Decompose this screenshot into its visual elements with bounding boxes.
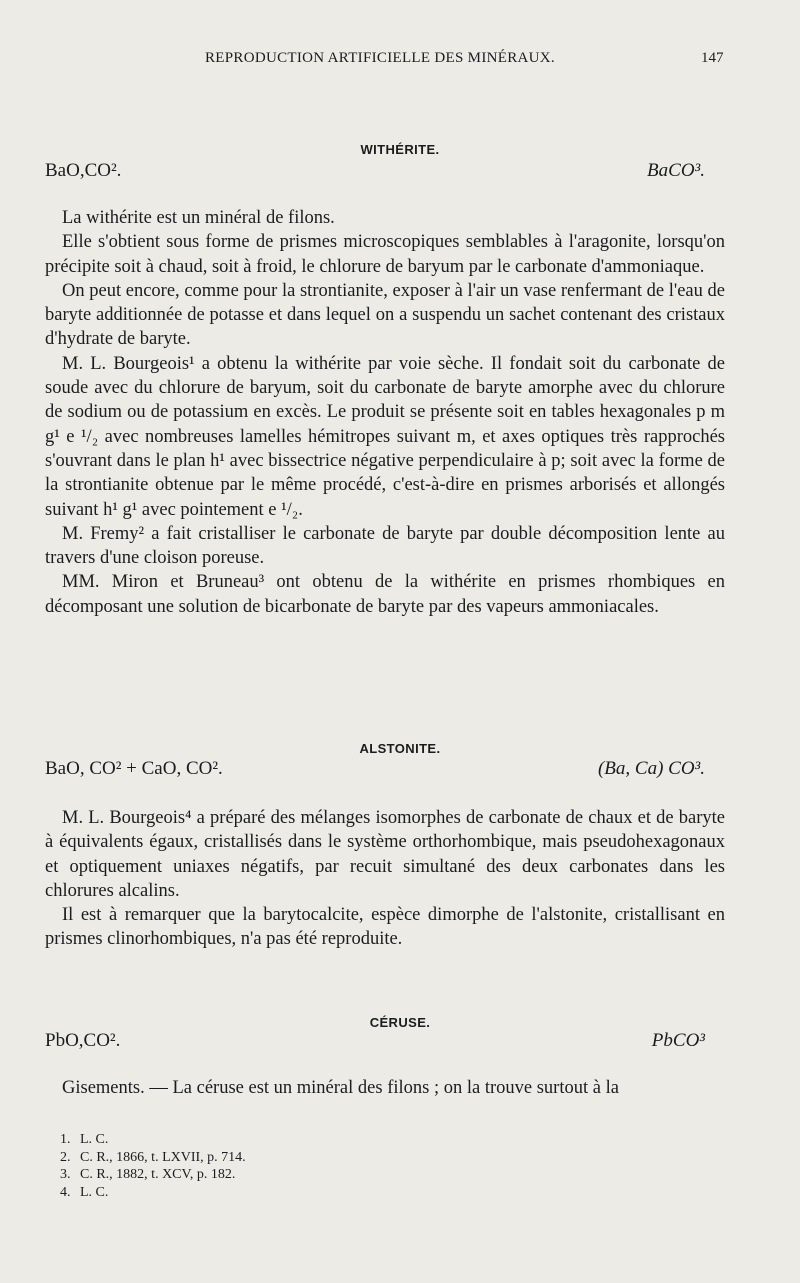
paragraph: Elle s'obtient sous forme de prismes microscopiques semblables à l'aragonite, lorsqu'on précipite soit à chaud, soit à froid, le chlorure de baryum par le carbonate d'ammoniaque. — [45, 232, 725, 277]
footnote-text: L. C. — [80, 1132, 109, 1147]
footnote-number: 3. — [60, 1167, 71, 1182]
formula-left-ceruse: PbO,CO². — [45, 1030, 121, 1051]
formula-right-witherite: BaCO³. — [647, 160, 705, 181]
footnote-text: C. R., 1866, t. LXVII, p. 714. — [80, 1149, 246, 1165]
formula-right-ceruse: PbCO³ — [651, 1030, 705, 1051]
section-body-alstonite — [45, 806, 725, 952]
footnote-number: 1. — [60, 1132, 71, 1147]
footnote-text: L. C. — [80, 1184, 109, 1200]
footnote-number: 4. — [60, 1184, 71, 1200]
formula-left-witherite: BaO,CO². — [45, 160, 122, 181]
paragraph: M. Fremy² a fait cristalliser le carbonate de baryte par double décomposition lente au travers d'une cloison poreuse. — [45, 523, 725, 569]
footnote-text: C. R., 1882, t. XCV, p. 182. — [80, 1167, 236, 1182]
section-title-ceruse: CÉRUSE. — [369, 1015, 431, 1030]
footnote — [60, 1166, 246, 1184]
section-body-witherite — [45, 206, 725, 619]
footnote — [60, 1131, 246, 1149]
formula-right-alstonite: (Ba, Ca) CO³. — [597, 758, 705, 779]
paragraph: M. L. Bourgeois⁴ a préparé des mélanges isomorphes de carbonate de chaux et de baryte à équivalents égaux, cristallisés dans le système orthorhombique, mais pseudohexagonaux et optiquement uniaxes négatifs, par recuit simultané des deux carbonates dans les chlorures alcalins. — [45, 808, 725, 901]
footnote — [60, 1184, 246, 1202]
footnotes — [60, 1131, 246, 1201]
running-title: REPRODUCTION ARTIFICIELLE DES MINÉRAUX. — [205, 50, 555, 66]
paragraph: Il est à remarquer que la barytocalcite, espèce dimorphe de l'alstonite, cristallisant en prismes clinorhombiques, n'a pas été reproduite. — [45, 905, 725, 950]
footnote — [60, 1149, 246, 1167]
paragraph: Gisements. — La céruse est un minéral des filons ; on la trouve surtout à la — [62, 1078, 619, 1098]
formula-left-alstonite: BaO, CO² + CaO, CO². — [45, 758, 223, 779]
paragraph: MM. Miron et Bruneau³ ont obtenu de la withérite en prismes rhombiques en décomposant une solution de bicarbonate de baryte par des vapeurs ammoniacales. — [45, 572, 725, 617]
paragraph: On peut encore, comme pour la strontianite, exposer à l'air un vase renfermant de l'eau de baryte additionnée de potasse et dans lequel on a suspendu un sachet contenant des cristaux d'hydrate de baryte. — [45, 280, 725, 350]
footnote-number: 2. — [60, 1149, 71, 1165]
paragraph: M. L. Bourgeois¹ a obtenu la withérite par voie sèche. Il fondait soit du carbonate de soude avec du chlorure de baryum, soit du carbonate de baryte amorphe avec du chlorure de sodium ou de potassium en excès. Le produit se présente soit en tables hexagonales p m g¹ e ¹/₂ avec nombreuses lamelles hémitropes suivant m, et axes optiques très rapprochés s'ouvrant dans le plan h¹ avec bissectrice négative perpendiculaire à p; soit avec la forme de la strontianite obtenue par le même procédé, c'est-à-dire en prismes arborisés et allongés suivant h¹ g¹ avec pointement e ¹/₂. — [45, 353, 725, 520]
section-title-alstonite: ALSTONITE. — [359, 741, 441, 756]
section-title-witherite: WITHÉRITE. — [360, 142, 440, 157]
page-number: 147 — [701, 50, 724, 66]
paragraph: La withérite est un minéral de filons. — [62, 208, 335, 228]
section-body-ceruse — [45, 1076, 725, 1100]
